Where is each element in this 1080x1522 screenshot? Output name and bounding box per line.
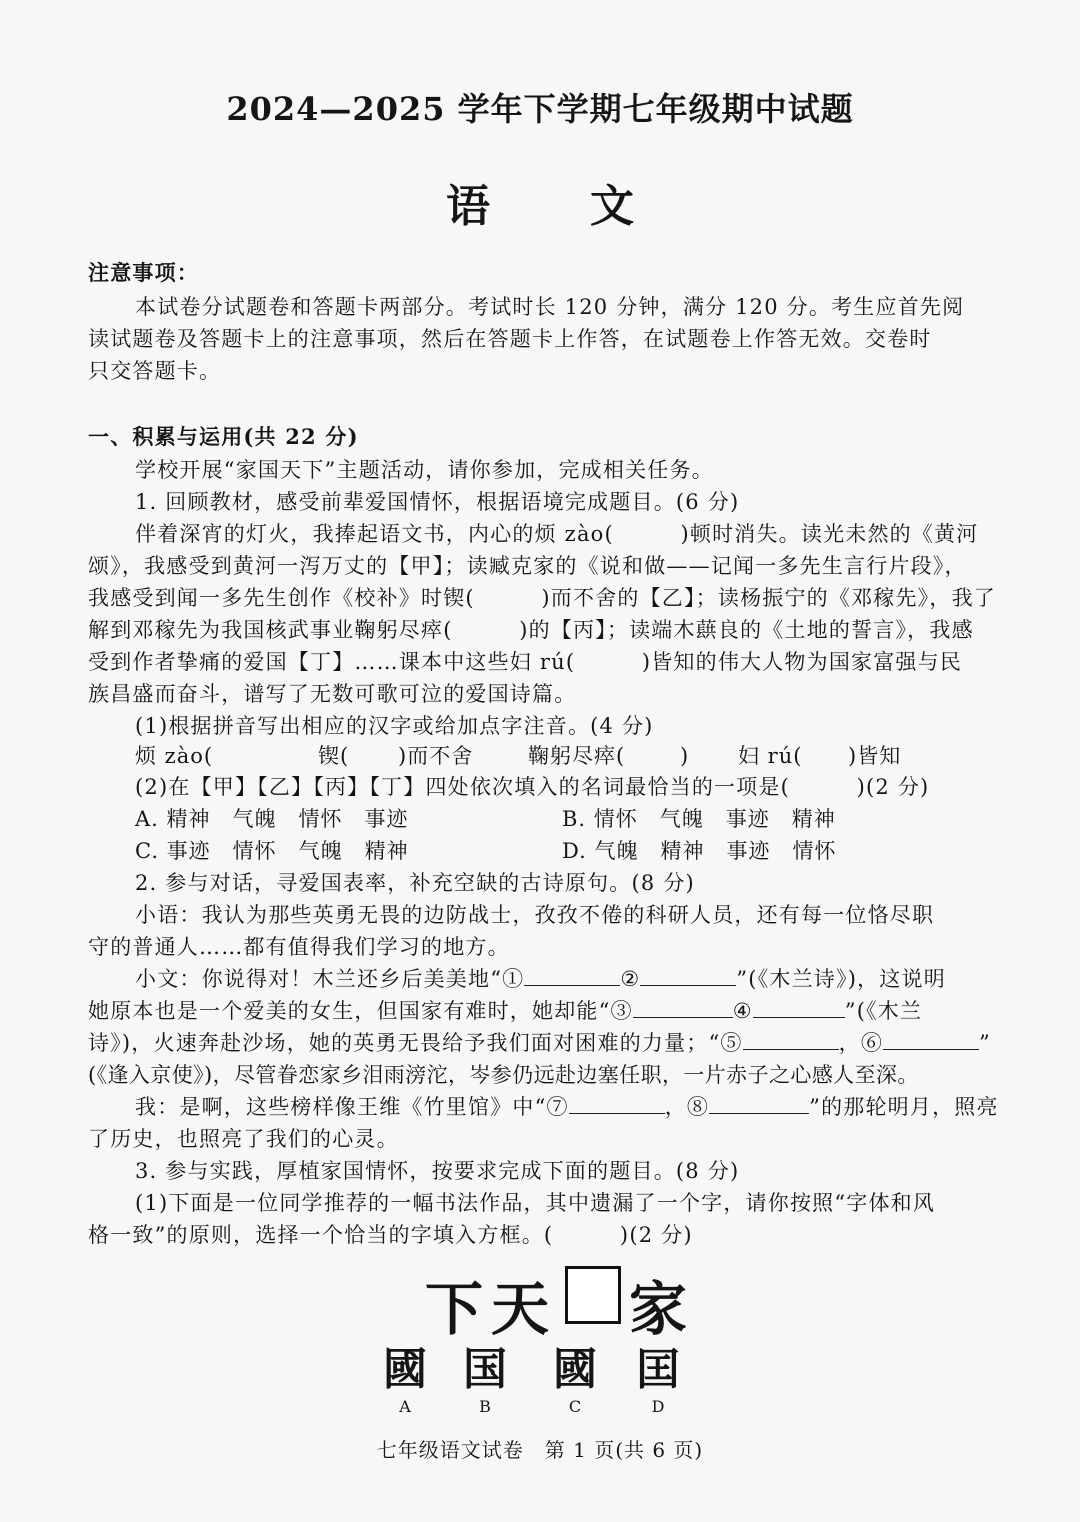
dialogue-text: ”(《木兰	[844, 999, 923, 1023]
pinyin-item: )皆知	[848, 744, 902, 768]
section-intro: 学校开展“家国天下”主题活动，请你参加，完成相关任务。	[135, 458, 714, 482]
choice-c[interactable]	[545, 1344, 605, 1418]
section-heading: 一、积累与运用(共 22 分)	[88, 424, 359, 449]
exam-title: 2024—2025 学年下学期七年级期中试题	[226, 90, 854, 128]
dialogue-text: ”(《木兰诗》)，这说明	[736, 967, 946, 991]
pinyin-item: )而不舍	[398, 744, 474, 768]
pinyin-item: )	[680, 744, 690, 768]
pinyin-item: 鞠躬尽瘁(	[528, 744, 626, 768]
dialogue-line: 守的普通人……都有值得我们学习的地方。	[88, 935, 510, 959]
pinyin-item: 锲(	[318, 744, 350, 768]
answer-blank[interactable]	[640, 967, 736, 986]
option-a: A. 精神 气魄 情怀 事迹	[135, 807, 409, 831]
question-1-passage: 解到邓稼先为我国核武事业鞠躬尽瘁( )的【丙】；读端木蕻良的《土地的誓言》，我感	[88, 618, 974, 642]
notice-line: 读试题卷及答题卡上的注意事项，然后在答题卡上作答，在试题卷上作答无效。交卷时	[88, 327, 932, 351]
question-1-passage: 颂》，我感受到黄河一泻万丈的【甲】；读臧克家的《说和做——记闻一多先生言行片段》，	[88, 554, 967, 578]
question-3-text: 格一致”的原则，选择一个恰当的字填入方框。( )(2 分)	[88, 1223, 693, 1247]
answer-blank[interactable]	[753, 999, 845, 1018]
answer-blank[interactable]	[633, 999, 733, 1018]
question-1-passage: 伴着深宵的灯火，我捧起语文书，内心的烦 zào( )顿时消失。读光未然的《黄河	[135, 522, 979, 546]
pinyin-item: 妇 rú(	[738, 744, 803, 768]
dialogue-text: 小文：你说得对！木兰还乡后美美地“①	[135, 967, 525, 991]
question-2-prompt: 2. 参与对话，寻爱国表率，补充空缺的古诗原句。(8 分)	[135, 871, 695, 895]
question-1-sub1: (1)根据拼音写出相应的汉字或给加点字注音。(4 分)	[135, 714, 654, 738]
question-1-passage: 受到作者挚痛的爱国【丁】……课本中这些妇 rú( )皆知的伟大人物为国家富强与民	[88, 650, 963, 674]
dialogue-text: 我：是啊，这些榜样像王维《竹里馆》中“⑦	[135, 1095, 569, 1119]
dialogue-text: ②	[620, 967, 641, 991]
notice-line: 只交答题卡。	[88, 359, 222, 383]
question-1-prompt: 1. 回顾教材，感受前辈爱国情怀，根据语境完成题目。(6 分)	[135, 490, 740, 514]
dialogue-text: 她原本也是一个爱美的女生，但国家有难时，她却能“③	[88, 999, 633, 1023]
choice-glyph: 囯	[636, 1344, 680, 1395]
page-footer: 七年级语文试卷 第 1 页(共 6 页)	[376, 1438, 704, 1462]
question-1-passage: 我感受到闻一多先生创作《校补》时锲( )而不舍的【乙】；读杨振宁的《邓稼先》，我了	[88, 586, 996, 610]
option-b: B. 情怀 气魄 事迹 精神	[562, 807, 836, 831]
dialogue-text: ④	[732, 999, 753, 1023]
subject-title: 语文	[446, 181, 734, 232]
choice-label: D	[651, 1397, 665, 1416]
dialogue-line: 了历史，也照亮了我们的心灵。	[88, 1127, 399, 1151]
dialogue-text: ”	[979, 1031, 991, 1055]
choice-a[interactable]	[375, 1344, 435, 1418]
choice-label: C	[568, 1397, 582, 1416]
question-1-passage: 族昌盛而奋斗，谱写了无数可歌可泣的爱国诗篇。	[88, 682, 577, 706]
calligraphy-char: 家	[629, 1275, 696, 1343]
dialogue-line	[135, 1092, 1035, 1122]
question-3-prompt: 3. 参与实践，厚植家国情怀，按要求完成下面的题目。(8 分)	[135, 1159, 740, 1183]
choice-d[interactable]	[628, 1344, 688, 1418]
choice-glyph: 國	[383, 1344, 427, 1395]
choice-b[interactable]	[455, 1344, 515, 1418]
missing-character-box[interactable]	[565, 1266, 621, 1324]
calligraphy-artwork	[425, 1262, 696, 1343]
answer-blank[interactable]	[709, 1095, 809, 1114]
option-d: D. 气魄 精神 事迹 情怀	[562, 839, 837, 863]
dialogue-line	[88, 996, 988, 1026]
calligraphy-char: 天	[491, 1275, 558, 1343]
pinyin-item: 烦 zào(	[135, 744, 214, 768]
dialogue-line: (《逢入京使》)，尽管眷恋家乡泪雨滂沱，岑参仍远赴边塞任职，一片赤子之心感人至深。	[88, 1063, 919, 1087]
choice-label: B	[479, 1397, 491, 1416]
dialogue-text: ，⑧	[664, 1095, 710, 1119]
question-3-text: (1)下面是一位同学推荐的一幅书法作品，其中遗漏了一个字，请你按照“字体和风	[135, 1191, 936, 1215]
dialogue-line	[88, 1028, 991, 1058]
dialogue-text: ，⑥	[838, 1031, 884, 1055]
question-1-sub2: (2)在【甲】【乙】【丙】【丁】四处依次填入的名词最恰当的一项是( )(2 分)	[135, 775, 930, 799]
answer-blank[interactable]	[743, 1031, 839, 1050]
answer-blank[interactable]	[524, 967, 620, 986]
choice-glyph: 国	[463, 1344, 507, 1395]
option-c: C. 事迹 情怀 气魄 精神	[135, 839, 409, 863]
choice-glyph: 國	[553, 1344, 597, 1395]
notice-heading: 注意事项：	[88, 260, 199, 285]
answer-blank[interactable]	[569, 1095, 665, 1114]
dialogue-text: ”的那轮明月，照亮	[809, 1095, 999, 1119]
dialogue-line: 小语：我认为那些英勇无畏的边防战士，孜孜不倦的科研人员，还有每一位恪尽职	[135, 903, 935, 927]
answer-blank[interactable]	[883, 1031, 979, 1050]
calligraphy-char: 下	[425, 1275, 492, 1343]
notice-line: 本试卷分试题卷和答题卡两部分。考试时长 120 分钟，满分 120 分。考生应首先阅	[135, 295, 965, 319]
dialogue-line	[135, 964, 1035, 994]
choice-label: A	[399, 1397, 411, 1416]
dialogue-text: 诗》)，火速奔赴沙场，她的英勇无畏给予我们面对困难的力量；“⑤	[88, 1031, 743, 1055]
